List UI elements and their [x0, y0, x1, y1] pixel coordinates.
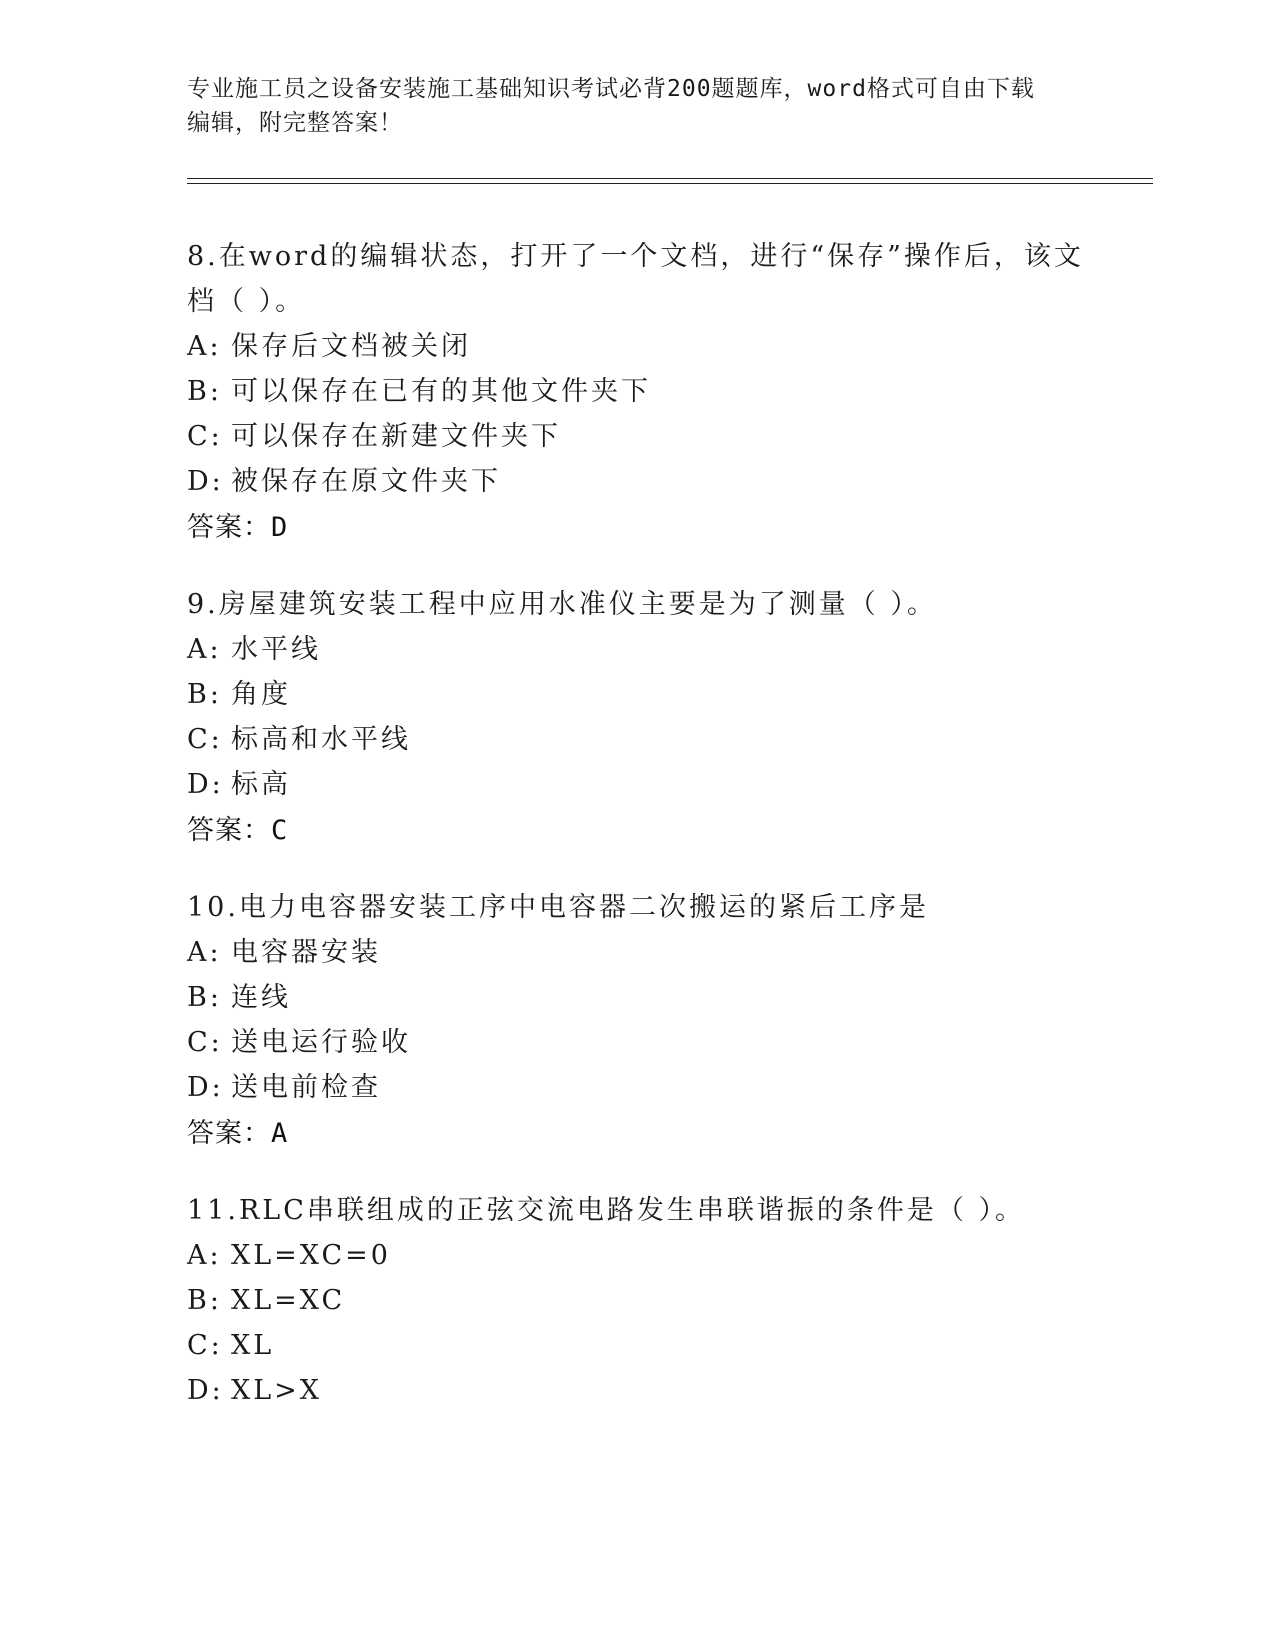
option-c	[187, 717, 1087, 762]
option-d	[187, 762, 1087, 807]
option-text: 角度	[231, 679, 291, 710]
option-d	[187, 1065, 1087, 1110]
option-text: 水平线	[231, 634, 321, 665]
option-letter: D:	[187, 1072, 224, 1103]
option-text: 保存后文档被关闭	[231, 331, 471, 362]
option-letter: A:	[187, 937, 222, 968]
option-letter: A:	[187, 331, 222, 362]
question-item	[187, 582, 1087, 855]
option-letter: D:	[187, 466, 224, 497]
option-c	[187, 1020, 1087, 1065]
option-text: XL=XC	[231, 1285, 346, 1316]
question-item	[187, 234, 1087, 552]
option-b	[187, 369, 1087, 414]
option-d	[187, 459, 1087, 504]
answer-line: 答案：D	[187, 512, 289, 543]
option-letter: D:	[187, 1375, 224, 1406]
header-line-2: 编辑，附完整答案！	[187, 110, 403, 136]
option-a	[187, 627, 1087, 672]
document-header	[187, 72, 1067, 140]
option-letter: B:	[187, 1285, 222, 1316]
option-letter: A:	[187, 1240, 222, 1271]
option-letter: C:	[187, 421, 223, 452]
question-list	[187, 234, 1087, 1443]
header-divider-bottom	[187, 183, 1153, 184]
option-letter: B:	[187, 982, 222, 1013]
option-text: 电容器安装	[231, 937, 381, 968]
option-d	[187, 1368, 1087, 1413]
question-item	[187, 885, 1087, 1158]
option-text: 标高和水平线	[231, 724, 411, 755]
question-text: 10.电力电容器安装工序中电容器二次搬运的紧后工序是	[187, 892, 929, 923]
option-text: 标高	[231, 769, 291, 800]
option-text: XL	[231, 1330, 275, 1361]
option-b	[187, 1278, 1087, 1323]
option-text: 可以保存在已有的其他文件夹下	[231, 376, 651, 407]
option-b	[187, 672, 1087, 717]
option-b	[187, 975, 1087, 1020]
option-text: XL>X	[231, 1375, 322, 1406]
option-letter: B:	[187, 376, 222, 407]
option-a	[187, 930, 1087, 975]
option-c	[187, 414, 1087, 459]
option-a	[187, 1233, 1087, 1278]
option-letter: C:	[187, 1027, 223, 1058]
option-letter: B:	[187, 679, 222, 710]
option-a	[187, 324, 1087, 369]
option-text: 连线	[231, 982, 291, 1013]
option-letter: C:	[187, 1330, 223, 1361]
header-divider-top	[187, 178, 1153, 179]
question-text: 11.RLC串联组成的正弦交流电路发生串联谐振的条件是（ ）。	[187, 1195, 1025, 1226]
answer-line: 答案：C	[187, 815, 289, 846]
question-item	[187, 1188, 1087, 1413]
option-letter: D:	[187, 769, 224, 800]
option-letter: C:	[187, 724, 223, 755]
question-text: 9.房屋建筑安装工程中应用水准仪主要是为了测量（ ）。	[187, 589, 937, 620]
option-text: 送电前检查	[231, 1072, 381, 1103]
option-text: 可以保存在新建文件夹下	[231, 421, 561, 452]
question-text: 8.在word的编辑状态，打开了一个文档，进行“保存”操作后，该文档（ ）。	[187, 241, 1084, 317]
option-text: XL=XC=0	[231, 1240, 391, 1271]
option-text: 被保存在原文件夹下	[231, 466, 501, 497]
option-text: 送电运行验收	[231, 1027, 411, 1058]
option-letter: A:	[187, 634, 222, 665]
answer-line: 答案：A	[187, 1118, 289, 1149]
header-line-1: 专业施工员之设备安装施工基础知识考试必背200题题库，word格式可自由下载	[187, 76, 1035, 102]
option-c	[187, 1323, 1087, 1368]
